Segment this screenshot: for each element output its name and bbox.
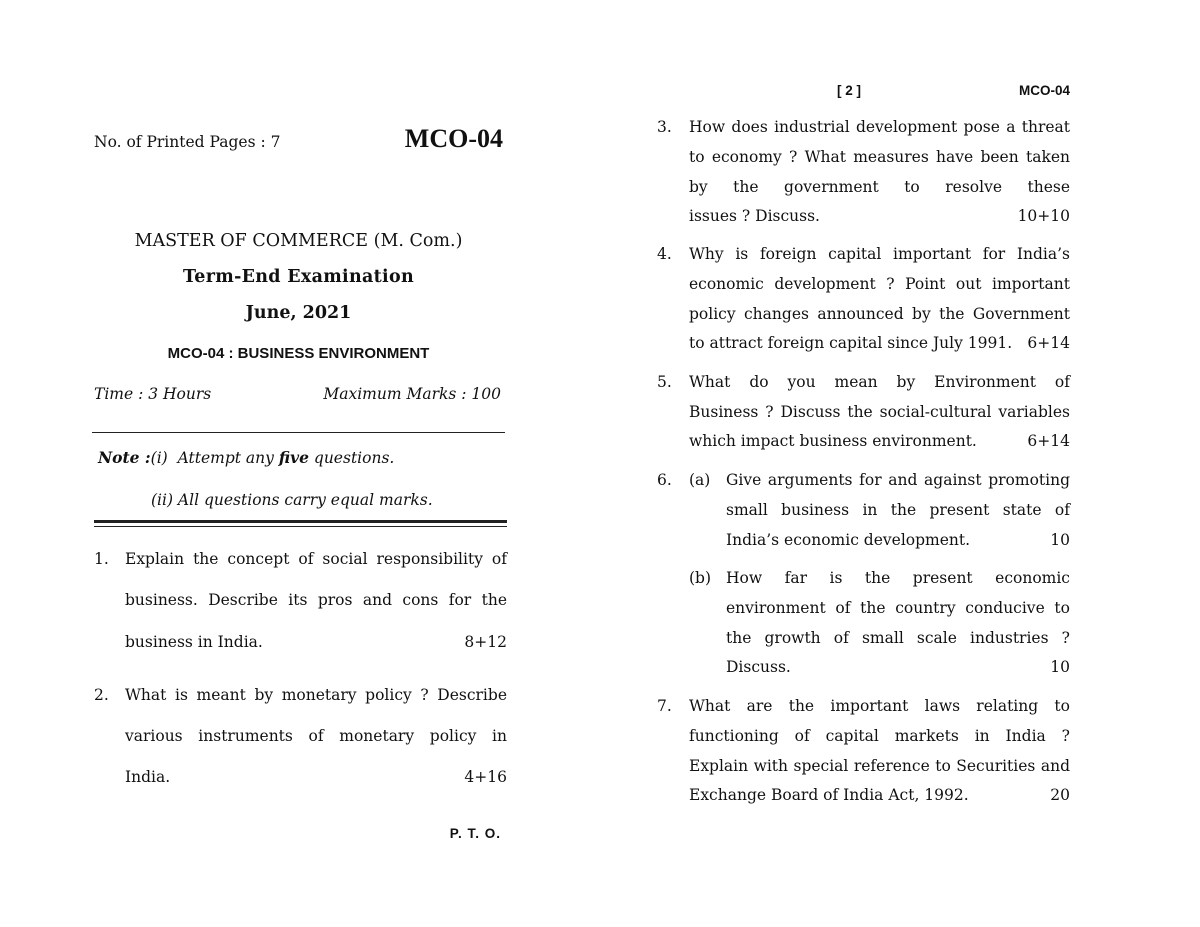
course-code-heading: MCO-04 [404, 124, 503, 153]
double-rule-thick [94, 520, 507, 523]
question-line: What do you mean by Environment of [689, 373, 1070, 391]
double-rule-thin [94, 526, 507, 527]
question-line: Give arguments for and against promoting [726, 471, 1070, 489]
question-number: 4. [657, 245, 672, 263]
left-page [92, 0, 507, 927]
question-marks: 10 [1050, 658, 1070, 676]
exam-title: Term-End Examination [182, 267, 414, 287]
question-5 [657, 373, 1070, 463]
page-course-code: MCO-04 [1018, 83, 1070, 98]
question-line: India’s economic development. [726, 531, 971, 549]
question-marks: 4+16 [464, 768, 507, 786]
question-number: 7. [657, 697, 672, 715]
question-line: India. [125, 768, 171, 786]
question-line: policy changes announced by the Government [689, 305, 1070, 323]
question-marks: 10+10 [1017, 207, 1070, 225]
question-marks: 10 [1050, 531, 1070, 549]
question-line: various instruments of monetary policy in [125, 727, 507, 745]
question-line: How does industrial development pose a threat [689, 118, 1070, 136]
question-line: Exchange Board of India Act, 1992. [689, 786, 969, 804]
question-line: to economy ? What measures have been taken [689, 148, 1070, 166]
question-line: to attract foreign capital since July 1991. [689, 334, 1013, 352]
note-instruction-1 [98, 448, 394, 467]
question-marks: 20 [1050, 786, 1070, 804]
question-line: by the government to resolve these [689, 178, 1070, 196]
question-line: How far is the present economic [726, 569, 1070, 587]
question-6 [657, 471, 1070, 681]
degree-title: MASTER OF COMMERCE (M. Com.) [134, 231, 463, 251]
part-label-b: (b) [689, 569, 712, 587]
maximum-marks: Maximum Marks : 100 [323, 385, 501, 403]
question-line: economic development ? Point out important [689, 275, 1070, 293]
question-line: What are the important laws relating to [689, 697, 1070, 715]
please-turn-over: P. T. O. [449, 826, 501, 841]
note-label: Note : [98, 448, 151, 467]
note-1-text-a: Attempt any [177, 449, 274, 467]
exam-session: June, 2021 [245, 303, 352, 323]
question-line: Discuss. [726, 658, 791, 676]
question-line: Explain the concept of social responsibility of [125, 550, 507, 568]
question-line: functioning of capital markets in India ? [689, 727, 1070, 745]
printed-pages-count: No. of Printed Pages : 7 [94, 133, 281, 151]
question-line: the growth of small scale industries ? [726, 629, 1070, 647]
question-2 [94, 686, 507, 796]
note-1-emphasis: five [278, 448, 309, 467]
question-marks: 6+14 [1027, 334, 1070, 352]
right-page [655, 0, 1070, 927]
question-7 [657, 697, 1070, 812]
question-marks: 8+12 [464, 633, 507, 651]
divider-rule [92, 432, 505, 433]
question-4 [657, 245, 1070, 355]
question-line: small business in the present state of [726, 501, 1070, 519]
question-line: environment of the country conducive to [726, 599, 1070, 617]
question-line: Why is foreign capital important for India’s [689, 245, 1070, 263]
part-label-a: (a) [689, 471, 711, 489]
question-line: which impact business environment. [689, 432, 977, 450]
time-marks-row [94, 385, 501, 403]
question-line: business in India. [125, 633, 263, 651]
page-number: [ 2 ] [837, 83, 862, 98]
question-line: Business ? Discuss the social-cultural variables [689, 403, 1070, 421]
question-1 [94, 550, 507, 660]
question-number: 1. [94, 550, 109, 568]
question-number: 5. [657, 373, 672, 391]
question-3 [657, 118, 1070, 228]
question-line: Explain with special reference to Securities and [689, 757, 1070, 775]
question-number: 2. [94, 686, 109, 704]
question-marks: 6+14 [1027, 432, 1070, 450]
note-instruction-2: (ii) All questions carry equal marks. [151, 491, 433, 509]
paper-title: MCO-04 : BUSINESS ENVIRONMENT [167, 345, 430, 362]
note-1-text-c: questions. [313, 449, 395, 467]
question-line: business. Describe its pros and cons for the [125, 591, 507, 609]
question-number: 6. [657, 471, 672, 489]
question-number: 3. [657, 118, 672, 136]
time-allowed: Time : 3 Hours [94, 385, 212, 403]
question-line: issues ? Discuss. [689, 207, 820, 225]
note-1-number: (i) [150, 449, 168, 467]
question-line: What is meant by monetary policy ? Describe [125, 686, 507, 704]
